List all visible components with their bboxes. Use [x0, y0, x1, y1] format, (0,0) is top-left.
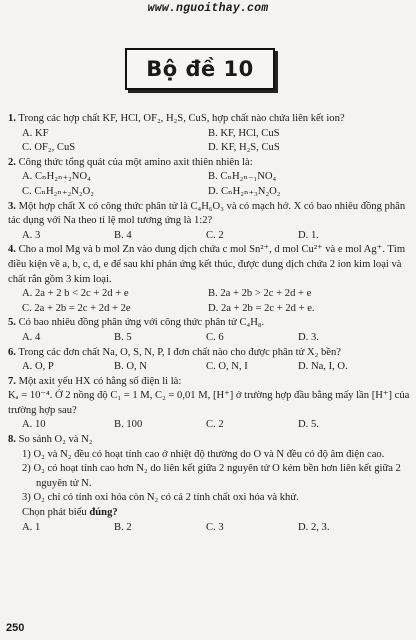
question-8 — [8, 433, 410, 535]
answer-options — [8, 229, 410, 244]
question-number: 7. — [8, 375, 16, 387]
page-title: Bộ đề 10 — [146, 57, 254, 81]
option-c: C. 2 — [206, 419, 224, 431]
question-stem: Một axit yếu HX có hằng số điện li là: — [18, 375, 182, 387]
option-d: D. KF, H₂S, CuS — [208, 142, 280, 154]
question-stem: Một hợp chất X có công thức phân tử là C₄H₆O₃ và có mạch hở. X có bao nhiêu đồng phân tác dụng với Na theo tỉ lệ mol tương ứng là 1:2? — [8, 200, 406, 227]
title-box — [125, 48, 275, 90]
site-header[interactable]: www.nguoithay.com — [147, 2, 269, 15]
answer-options — [8, 127, 410, 156]
question-6 — [8, 346, 410, 375]
option-a: A. 1 — [22, 521, 41, 533]
question-stem: Có bao nhiêu đồng phân ứng với công thức phân tử C₄H₈. — [18, 317, 265, 329]
question-number: 3. — [8, 200, 16, 212]
option-c: C. 3 — [206, 521, 224, 533]
option-c: C. O, N, I — [206, 361, 248, 373]
answer-options — [8, 170, 410, 199]
option-c: C. CₙH₂ₙ₊₂N₂O₂ — [22, 185, 94, 197]
option-b: B. 2 — [114, 521, 132, 533]
option-a: A. 4 — [22, 331, 41, 343]
option-a: A. 3 — [22, 229, 41, 241]
question-detail: Kₐ = 10⁻⁴. Ở 2 nồng độ C₁ = 1 M, C₂ = 0,01 M, [H⁺] ở trường hợp đầu bằng mấy lần [H⁺] của trường hợp sau? — [8, 390, 410, 416]
choose-text: Chọn phát biểu — [22, 507, 87, 519]
question-number: 8. — [8, 434, 16, 446]
question-list — [8, 112, 410, 535]
option-d: D. 2, 3. — [298, 521, 330, 533]
statement-1: 1) O₂ và N₂ đều có hoạt tính cao ở nhiệt độ thường do O và N đều có độ âm điện cao. — [22, 448, 385, 460]
option-b: B. 5 — [114, 331, 132, 343]
answer-options — [8, 418, 410, 433]
option-d: D. 5. — [298, 419, 319, 431]
option-c: C. OF₂, CuS — [22, 142, 76, 154]
answer-options — [8, 331, 410, 346]
statement-list — [8, 448, 410, 506]
option-d: D. 2a + 2b = 2c + 2d + e. — [208, 302, 315, 314]
question-number: 4. — [8, 244, 16, 256]
option-b: B. KF, HCl, CuS — [208, 127, 280, 139]
option-a: A. 2a + 2 b < 2c + 2d + e — [22, 288, 129, 300]
question-stem: Công thức tổng quát của một amino axit thiên nhiên là: — [18, 156, 253, 168]
option-b: B. 2a + 2b > 2c + 2d + e — [208, 288, 312, 300]
question-number: 5. — [8, 317, 16, 329]
option-d: D. Na, I, O. — [298, 361, 348, 373]
question-number: 2. — [8, 156, 16, 168]
option-b: B. 100 — [114, 419, 143, 431]
question-3 — [8, 200, 410, 244]
question-1 — [8, 112, 410, 156]
option-a: A. 10 — [22, 419, 46, 431]
question-number: 1. — [8, 113, 16, 124]
option-b: B. CₙH₂ₙ₋₁NO₄ — [208, 171, 277, 183]
question-2 — [8, 156, 410, 200]
answer-options — [8, 521, 410, 536]
option-b: B. 4 — [114, 229, 132, 241]
page-number: 250 — [6, 622, 25, 634]
option-b: B. O, N — [114, 361, 147, 373]
option-c: C. 2a + 2b = 2c + 2d + 2e — [22, 302, 131, 314]
option-a: A. O, P — [22, 361, 54, 373]
question-number: 6. — [8, 346, 16, 358]
option-a: A. CₙH₂ₙ₊₂NO₄ — [22, 171, 91, 183]
question-4 — [8, 243, 410, 316]
option-c: C. 2 — [206, 229, 224, 241]
question-stem: So sánh O₂ và N₂ — [18, 434, 93, 446]
question-stem: Trong các đơn chất Na, O, S, N, P, I đơn chất nào cho được phân tử X₂ bền? — [18, 346, 341, 358]
option-d: D. 3. — [298, 331, 319, 343]
choose-prompt — [8, 506, 410, 521]
choose-emphasis: đúng? — [89, 507, 118, 519]
question-stem: Cho a mol Mg và b mol Zn vào dung dịch chứa c mol Sn²⁺, d mol Cu²⁺ và e mol Ag⁺. Tìm điều kiện về a, b, c, d, e để sau khi phản ứng kết thúc, được dung dịch chứa 2 ion kim loại và chất rắn gồm 3 kim loại. — [8, 244, 406, 285]
option-a: A. KF — [22, 127, 49, 139]
answer-options — [8, 360, 410, 375]
question-5 — [8, 316, 410, 345]
question-stem: Trong các hợp chất KF, HCl, OF₂, H₂S, CuS, hợp chất nào chứa liên kết ion? — [18, 113, 345, 124]
option-d: D. CₙH₂ₙ₊₃N₂O₂ — [208, 185, 281, 197]
option-c: C. 6 — [206, 331, 224, 343]
option-d: D. 1. — [298, 229, 319, 241]
statement-2: 2) O₂ có hoạt tính cao hơn N₂ do liên kết giữa 2 nguyên tử O kém bền hơn liên kết giữa 2 nguyên tử N. — [22, 463, 401, 489]
statement-3: 3) O₂ chỉ có tính oxi hóa còn N₂ có cả 2 tính chất oxi hóa và khử. — [22, 492, 299, 504]
answer-options — [8, 287, 410, 316]
question-7 — [8, 375, 410, 433]
